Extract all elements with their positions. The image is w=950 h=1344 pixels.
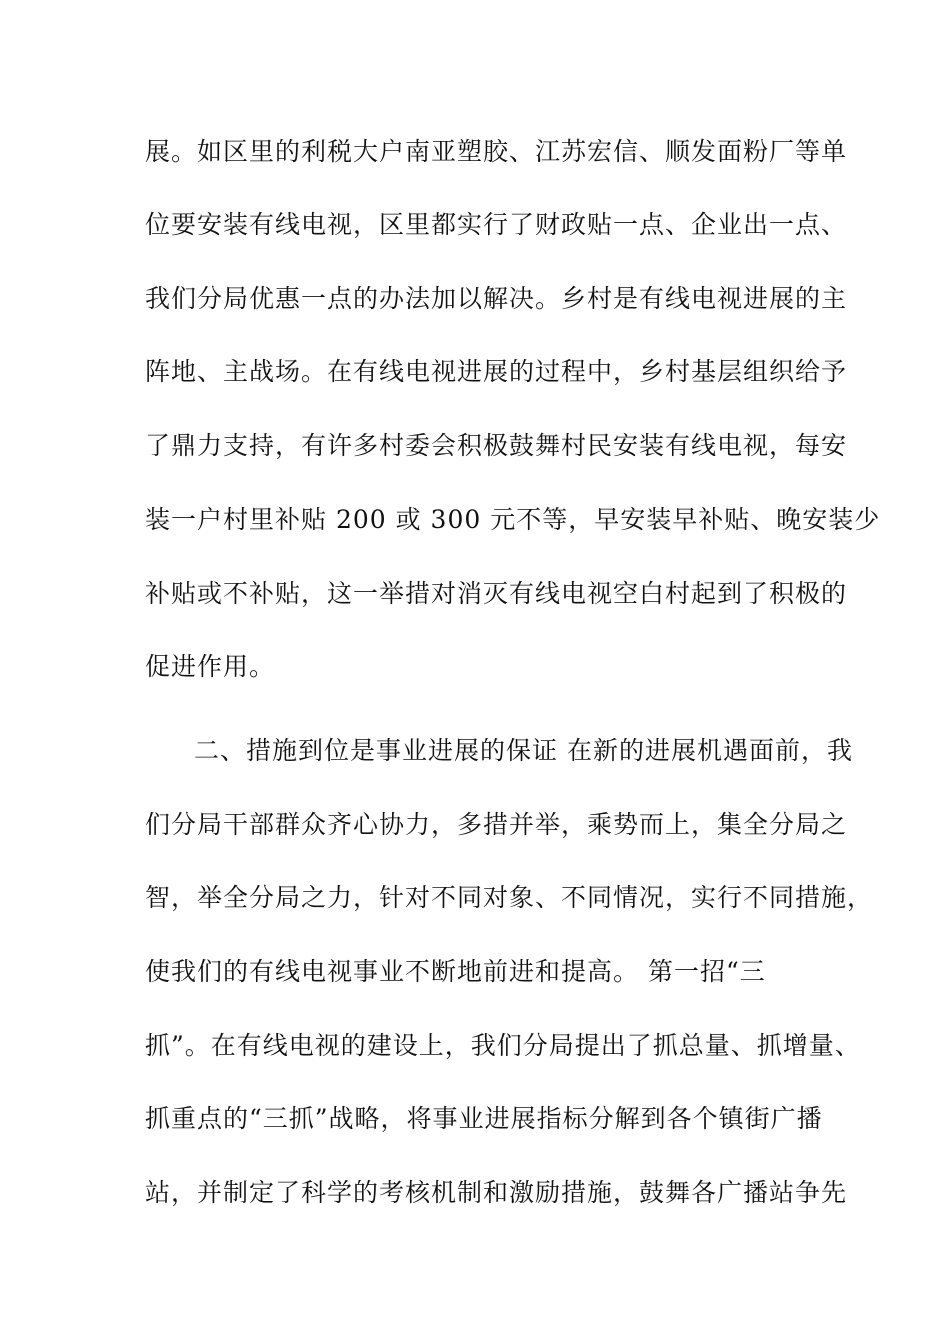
body-text-line: 抓”。在有线电视的建设上，我们分局提出了抓总量、抓增量、 (145, 1031, 861, 1060)
body-text-line: 智，举全分局之力，针对不同对象、不同情况，实行不同措施， (145, 883, 874, 912)
body-text-line: 补贴或不补贴，这一举措对消灭有线电视空白村起到了积极的 (145, 579, 848, 608)
body-text-line: 位要安装有线电视，区里都实行了财政贴一点、企业出一点、 (145, 210, 848, 239)
body-text-line: 了鼎力支持，有许多村委会积极鼓舞村民安装有线电视，每安 (145, 431, 848, 460)
body-text-line: 装一户村里补贴 200 或 300 元不等，早安装早补贴、晚安装少 (145, 505, 881, 534)
body-text-line: 我们分局优惠一点的办法加以解决。乡村是有线电视进展的主 (145, 284, 848, 313)
body-text-line: 们分局干部群众齐心协力，多措并举，乘势而上，集全分局之 (145, 810, 848, 839)
body-text-line: 抓重点的“三抓”战略，将事业进展指标分解到各个镇街广播 (145, 1104, 823, 1133)
body-text-line: 站，并制定了科学的考核机制和激励措施，鼓舞各广播站争先 (145, 1178, 848, 1207)
body-text-line: 促进作用。 (145, 652, 276, 681)
body-text-line: 阵地、主战场。在有线电视进展的过程中，乡村基层组织给予 (145, 357, 848, 386)
body-text-line: 使我们的有线电视事业不断地前进和提高。 第一招“三 (145, 957, 766, 986)
body-text-line: 展。如区里的利税大户南亚塑胶、江苏宏信、顺发面粉厂等单 (145, 137, 848, 166)
section-heading-line: 二、措施到位是事业进展的保证 在新的进展机遇面前，我 (194, 736, 853, 765)
